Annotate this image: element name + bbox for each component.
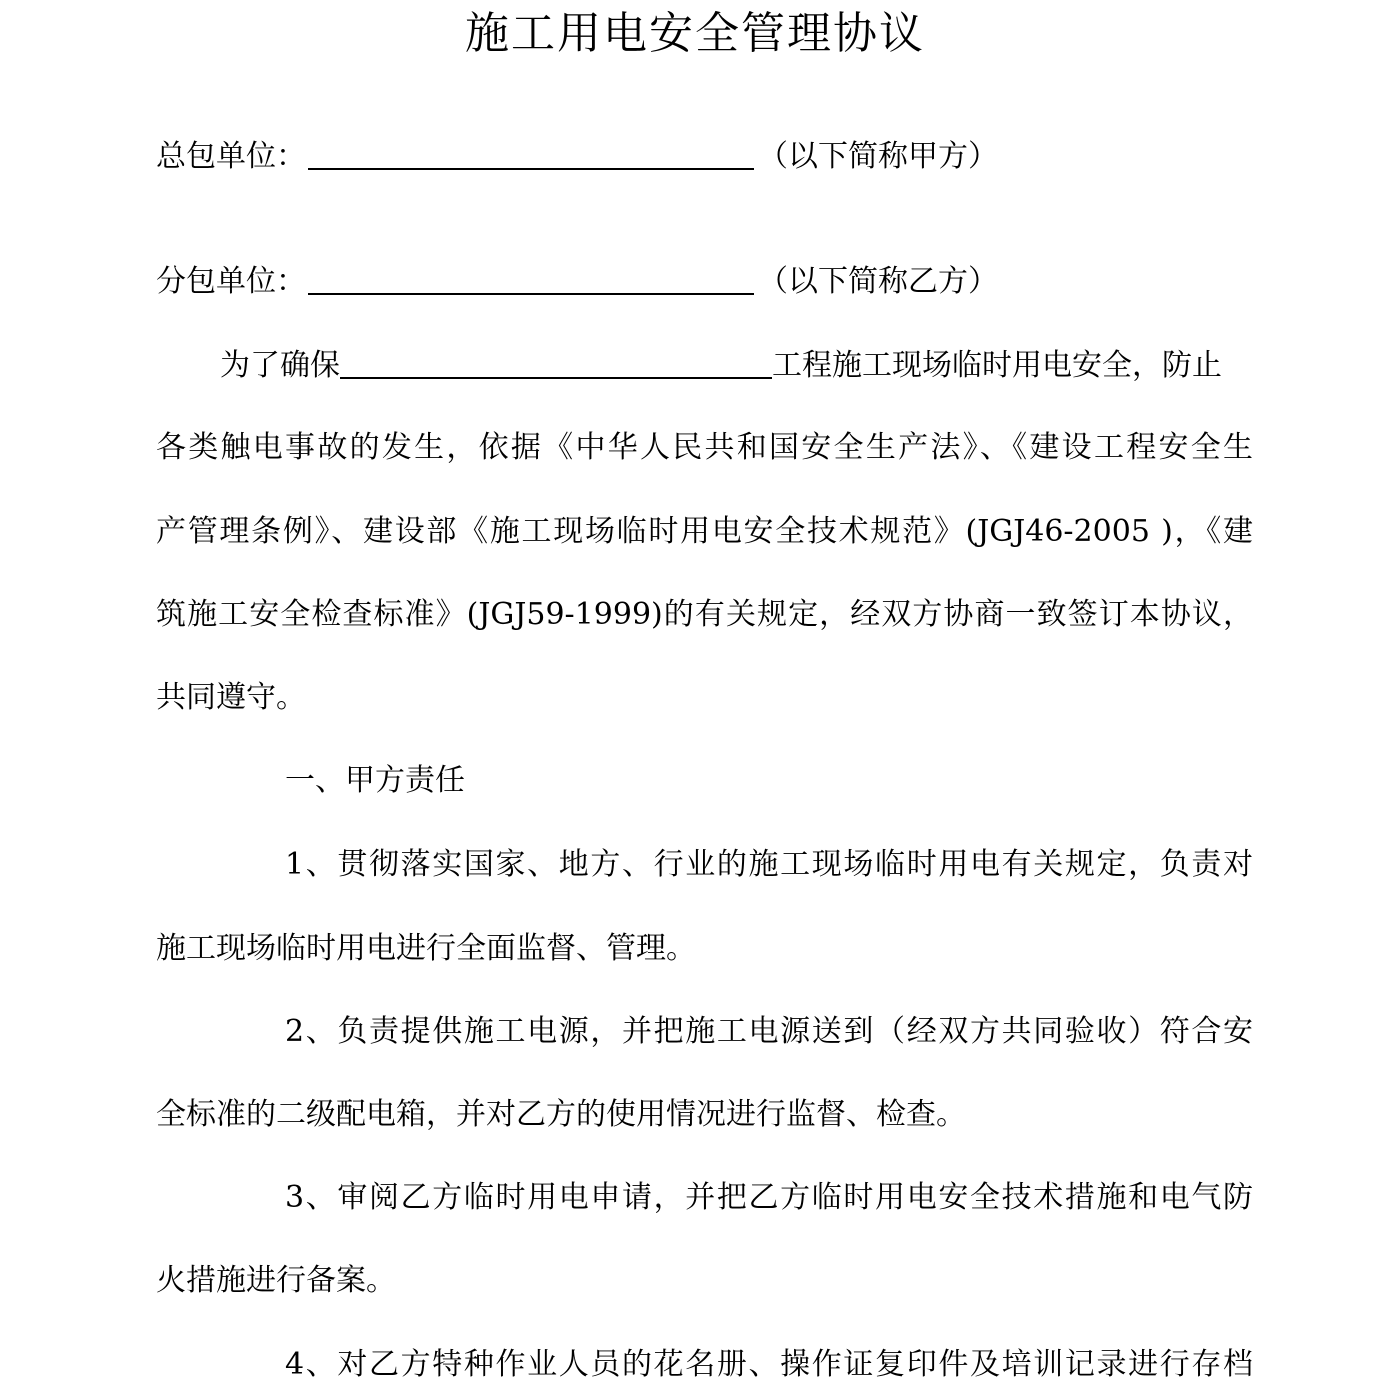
intro-line-5: 共同遵守。: [156, 680, 306, 715]
contractor-blank: [308, 138, 754, 170]
subcontractor-blank: [308, 263, 754, 295]
item-2-line-1: 2、负责提供施工电源，并把施工电源送到（经双方共同验收）符合安: [285, 1014, 1253, 1049]
subcontractor-suffix: （以下简称乙方）: [758, 264, 998, 299]
contractor-suffix: （以下简称甲方）: [758, 139, 998, 174]
intro-line-2: 各类触电事故的发生，依据《中华人民共和国安全生产法》、《建设工程安全生: [156, 430, 1253, 465]
item-2-line-2: 全标准的二级配电箱，并对乙方的使用情况进行监督、检查。: [156, 1097, 966, 1132]
intro-line-1: [220, 346, 1222, 386]
intro-line-4: 筑施工安全检查标准》(JGJ59-1999)的有关规定，经双方协商一致签订本协议，: [156, 597, 1253, 632]
subcontractor-label: 分包单位：: [156, 264, 306, 299]
contractor-line: [156, 137, 998, 177]
project-name-blank: [340, 347, 772, 379]
item-4-line-1: 4、对乙方特种作业人员的花名册、操作证复印件及培训记录进行存档: [285, 1347, 1253, 1382]
item-3-line-2: 火措施进行备案。: [156, 1263, 396, 1298]
document-title: 施工用电安全管理协议: [465, 8, 925, 59]
subcontractor-line: [156, 262, 998, 302]
section-heading-party-a: 一、甲方责任: [285, 763, 465, 798]
item-3-line-1: 3、审阅乙方临时用电申请，并把乙方临时用电安全技术措施和电气防: [285, 1180, 1253, 1215]
intro-suffix: 工程施工现场临时用电安全，防止: [772, 348, 1222, 383]
item-1-line-1: 1、贯彻落实国家、地方、行业的施工现场临时用电有关规定，负责对: [285, 847, 1253, 882]
intro-prefix: 为了确保: [220, 348, 340, 383]
contractor-label: 总包单位：: [156, 139, 306, 174]
item-1-line-2: 施工现场临时用电进行全面监督、管理。: [156, 931, 696, 966]
intro-line-3: 产管理条例》、建设部《施工现场临时用电安全技术规范》(JGJ46-2005 )，《建: [156, 514, 1253, 549]
